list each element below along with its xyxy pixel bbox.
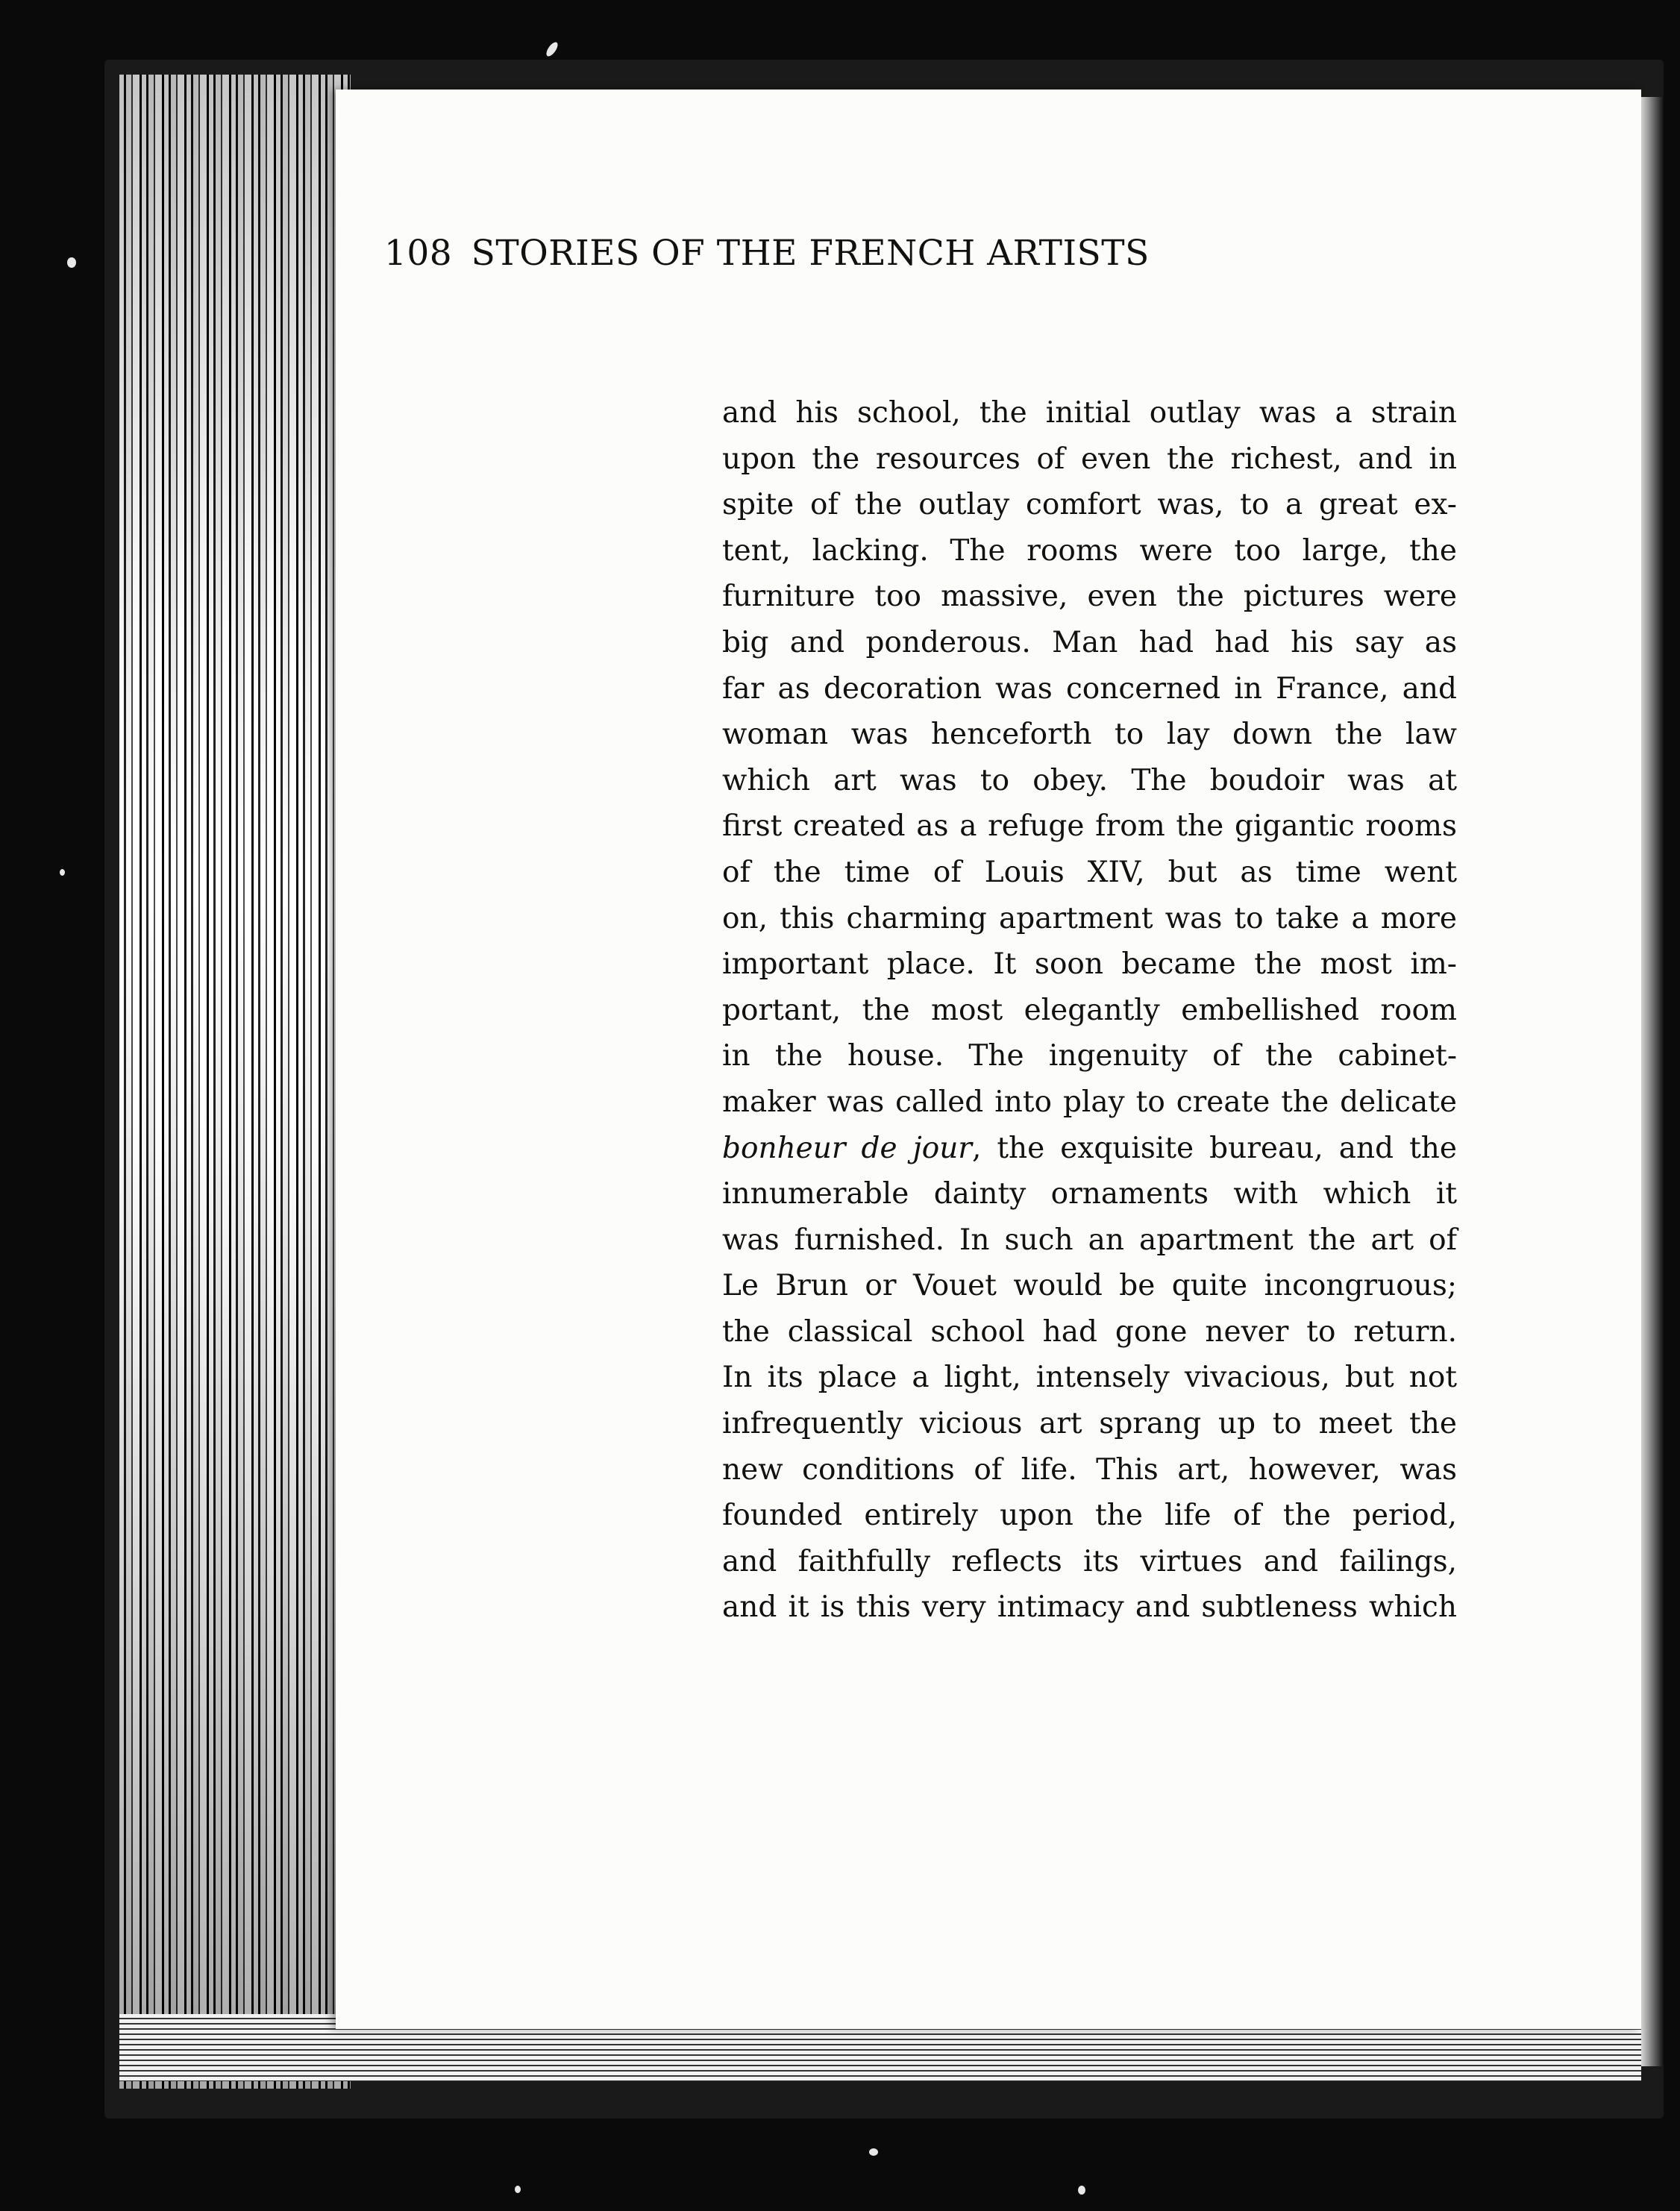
- text-line: on, this charming apartment was to take a more: [722, 901, 1457, 935]
- text-line: infrequently vicious art sprang up to meet the: [722, 1407, 1457, 1441]
- fore-edge: [1641, 97, 1664, 2066]
- running-head: [384, 233, 1150, 274]
- text-line: and faithfully reflects its virtues and failings,: [722, 1544, 1457, 1578]
- dust-speck: [515, 2186, 521, 2193]
- page-edges: [119, 75, 351, 2089]
- text-line: and his school, the initial outlay was a strain: [722, 396, 1457, 430]
- text-line-italic-phrase: [722, 1126, 1457, 1172]
- line-remainder: , the exquisite bureau, and the: [971, 1131, 1457, 1165]
- text-line: innumerable dainty ornaments with which it: [722, 1177, 1457, 1211]
- text-line: founded entirely upon the life of the period,: [722, 1499, 1457, 1533]
- text-line: and it is this very intimacy and subtleness which: [722, 1590, 1457, 1625]
- dust-speck: [545, 40, 560, 58]
- dust-speck: [60, 869, 65, 876]
- text-line: In its place a light, intensely vivacious, but not: [722, 1361, 1457, 1395]
- text-line: far as decoration was concerned in France, and: [722, 671, 1457, 706]
- body-text: [722, 390, 1457, 1631]
- dust-speck: [1078, 2186, 1085, 2195]
- text-line: maker was called into play to create the delicate: [722, 1085, 1457, 1119]
- text-line: furniture too massive, even the pictures were: [722, 580, 1457, 614]
- text-line: the classical school had gone never to return.: [722, 1314, 1457, 1349]
- dust-speck: [869, 2148, 878, 2156]
- text-line: important place. It soon became the most im-: [722, 947, 1457, 982]
- text-line: tent, lacking. The rooms were too large, the: [722, 533, 1457, 568]
- text-line: big and ponderous. Man had had his say as: [722, 625, 1457, 659]
- text-line: first created as a refuge from the gigantic rooms: [722, 809, 1457, 844]
- running-head-title: STORIES OF THE FRENCH ARTISTS: [471, 233, 1150, 274]
- dust-speck: [67, 257, 76, 268]
- text-line: new conditions of life. This art, however, was: [722, 1452, 1457, 1487]
- text-line: portant, the most elegantly embellished room: [722, 993, 1457, 1027]
- text-line: spite of the outlay comfort was, to a great ex-: [722, 488, 1457, 522]
- text-line: Le Brun or Vouet would be quite incongruous;: [722, 1269, 1457, 1303]
- text-line: was furnished. In such an apartment the art of: [722, 1223, 1457, 1257]
- text-line: upon the resources of even the richest, and in: [722, 442, 1457, 476]
- italic-phrase: bonheur de jour: [722, 1131, 972, 1165]
- text-line: in the house. The ingenuity of the cabinet-: [722, 1039, 1457, 1073]
- page-number: 108: [384, 233, 453, 274]
- text-line: which art was to obey. The boudoir was at: [722, 763, 1457, 797]
- text-line: woman was henceforth to lay down the law: [722, 718, 1457, 752]
- text-line: of the time of Louis XIV, but as time went: [722, 855, 1457, 889]
